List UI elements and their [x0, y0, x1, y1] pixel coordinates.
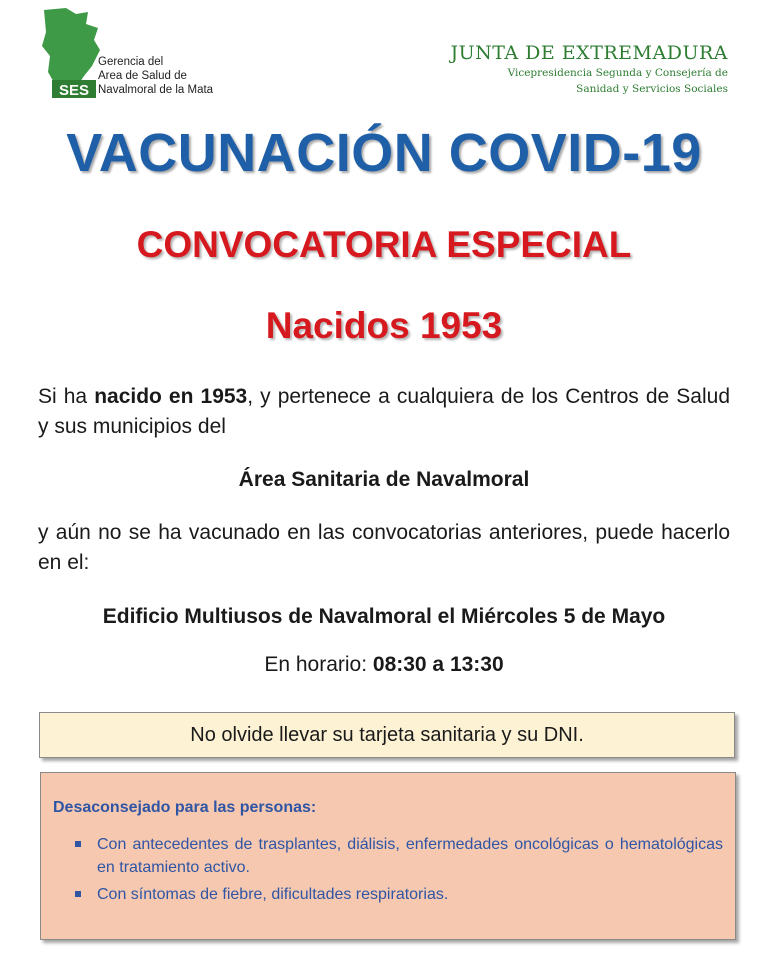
area-name: Área Sanitaria de Navalmoral	[238, 468, 530, 491]
ses-organization-name	[98, 55, 213, 97]
warning-item-text: Con antecedentes de trasplantes, diálisis, enfermedades oncológicas o hematológicas en tratamiento activo.	[97, 836, 723, 876]
schedule-label: En horario:	[264, 653, 373, 676]
intro-bold-text: nacido en 1953	[94, 385, 248, 408]
header	[0, 0, 768, 110]
schedule	[0, 653, 768, 677]
bullet-icon	[75, 841, 81, 847]
warning-item-text: Con síntomas de fiebre, dificultades respiratorias.	[97, 886, 449, 903]
ses-line: Gerencia del	[98, 56, 164, 68]
intro-paragraph	[38, 382, 730, 442]
main-title: VACUNACIÓN COVID-19	[66, 123, 702, 183]
warning-item	[53, 883, 723, 906]
warning-title: Desaconsejado para las personas:	[53, 799, 317, 816]
bullet-icon	[75, 891, 81, 897]
junta-logo	[451, 42, 728, 96]
ses-line: Navalmoral de la Mata	[98, 84, 214, 96]
intro-text: Si ha	[38, 385, 95, 408]
junta-subtitle-line: Vicepresidencia Segunda y Consejería de	[507, 67, 728, 79]
venue-and-date: Edificio Multiusos de Navalmoral el Miércoles 5 de Mayo	[102, 605, 666, 628]
junta-title: JUNTA DE EXTREMADURA	[450, 42, 728, 64]
junta-subtitle-line: Sanidad y Servicios Sociales	[576, 83, 728, 95]
svg-text:SES: SES	[58, 82, 90, 99]
birth-year-title: Nacidos 1953	[265, 305, 503, 346]
convocatoria-title: CONVOCATORIA ESPECIAL	[136, 224, 632, 265]
intro-text: , y pertenece a cualquiera de los Centros de Salud y sus municipios del	[38, 385, 730, 438]
warning-box	[40, 772, 736, 940]
second-paragraph: y aún no se ha vacunado en las convocatorias anteriores, puede hacerlo en el:	[38, 521, 730, 574]
notice-box: No olvide llevar su tarjeta sanitaria y su DNI.	[39, 712, 735, 758]
ses-line: Area de Salud de	[98, 70, 187, 82]
schedule-time: 08:30 a 13:30	[372, 653, 504, 676]
warning-list	[53, 833, 723, 906]
warning-item	[53, 833, 723, 879]
ses-logo	[36, 6, 106, 102]
